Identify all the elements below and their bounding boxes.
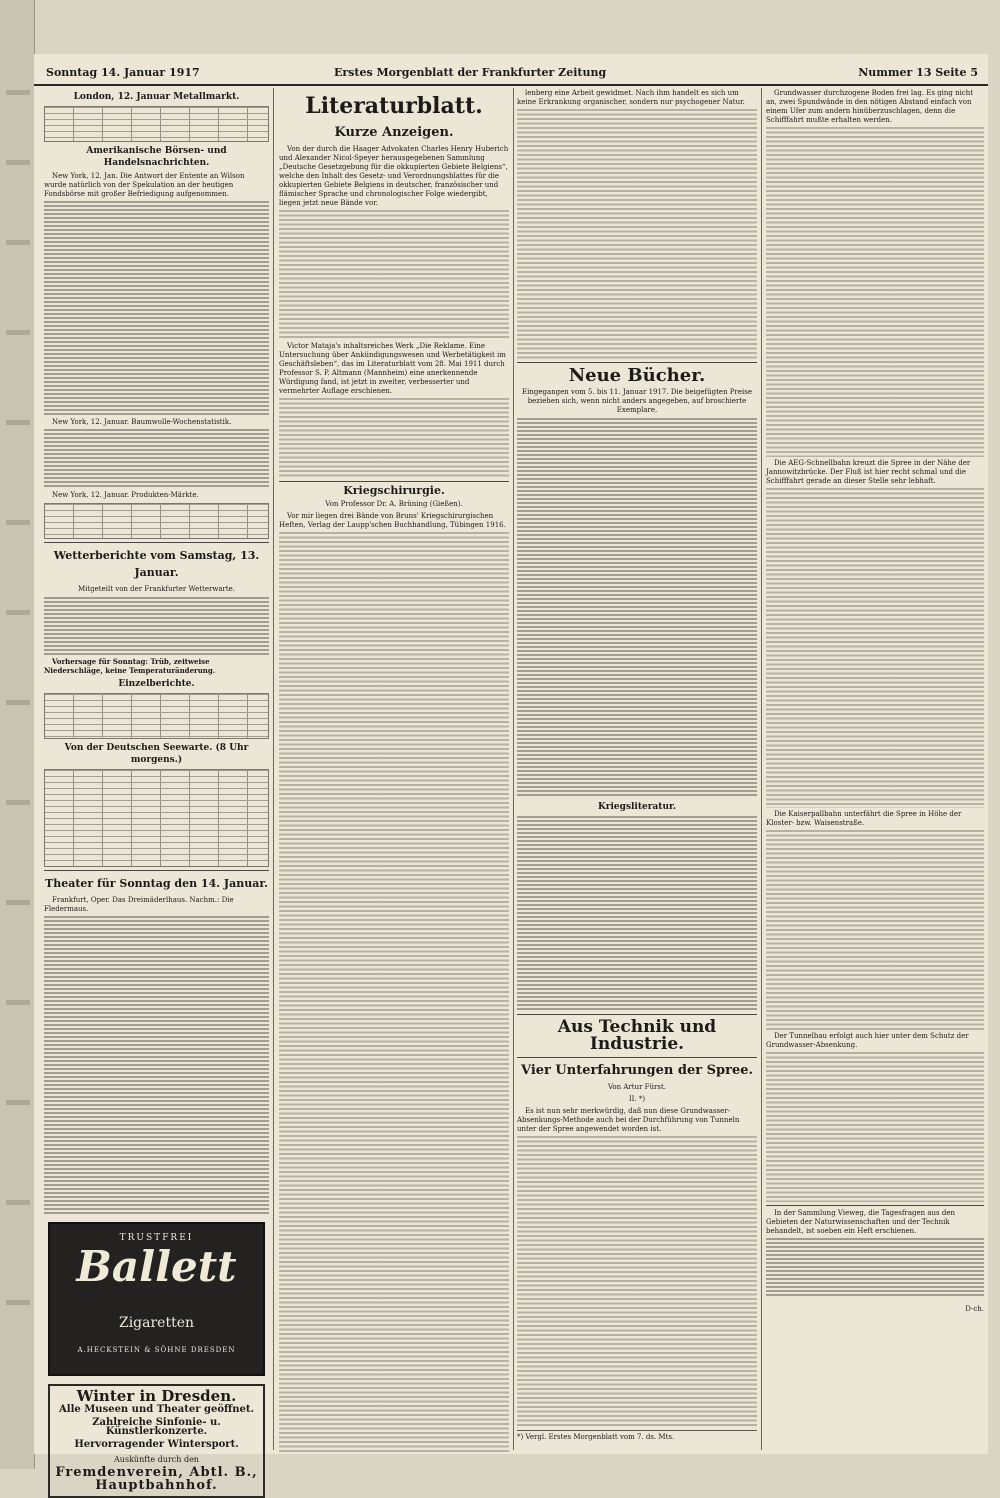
literaturblatt-title: Literaturblatt. bbox=[305, 93, 483, 119]
divider bbox=[766, 1205, 984, 1206]
spree-para: Der Tunnelbau erfolgt auch hier unter dem Schutz der Grundwasser-Absenkung. bbox=[766, 1032, 969, 1049]
dresden-ad-line: Hauptbahnhof. bbox=[95, 1478, 218, 1493]
vieweg-notice: In der Sammlung Vieweg, die Tagesfragen aus den Gebieten der Naturwissenschaften und der Technik behandelt, ist soeben ein Heft erschienen. bbox=[766, 1209, 955, 1235]
continued-text: lenberg eine Arbeit gewidmet. Nach ihm handelt es sich um keine Erkrankung organischer, sondern nur psychogener Natur. bbox=[517, 89, 745, 106]
neue-buecher-subheading: Eingegangen vom 5. bis 11. Januar 1917. Die beigefügten Preise beziehen sich, wenn nicht anders angegeben, auf broschierte Exemplare. bbox=[522, 388, 752, 414]
spree-continued: Grundwasser durchzogene Boden frei lag. Es ging nicht an, zwei Spundwände in den nötigen Abstand einfach von einem Ufer zum andern hinüberzuschlagen, denn die Schifffahrt mußte erhalten werden. bbox=[766, 89, 974, 124]
weather-heading: Wetterberichte vom Samstag, 13. Januar. bbox=[53, 549, 260, 579]
ballett-cigarette-ad bbox=[48, 1222, 265, 1376]
masthead bbox=[34, 60, 988, 86]
column-rule bbox=[513, 88, 514, 1450]
technik-heading: Aus Technik und Industrie. bbox=[557, 1017, 717, 1054]
kurze-anzeigen-heading: Kurze Anzeigen. bbox=[334, 125, 454, 140]
winter-dresden-ad bbox=[48, 1384, 265, 1498]
theater-lead: Frankfurt, Oper. Das Dreimäderlhaus. Nachm.: Die Fledermaus. bbox=[44, 896, 234, 913]
spree-body-text bbox=[766, 830, 984, 1030]
einzel-heading: Einzelberichte. bbox=[118, 679, 195, 689]
newyork-cotton: New York, 12. Januar. Baumwolle-Wochenstatistik. bbox=[52, 418, 232, 426]
dresden-ad-line: Auskünfte durch den bbox=[114, 1455, 199, 1464]
binding-gutter bbox=[0, 0, 35, 1469]
divider bbox=[517, 1057, 757, 1058]
kriegschirurgie-lead: Vor mir liegen drei Bände von Bruns' Kriegschirurgischen Heften, Verlag der Laupp'schen Buchhandlung, Tübingen 1916. bbox=[279, 512, 506, 529]
kriegschirurgie-body-text bbox=[279, 532, 509, 1452]
kriegschirurgie-heading: Kriegschirurgie. bbox=[343, 484, 445, 497]
weather-body-text bbox=[44, 597, 269, 655]
divider bbox=[279, 481, 509, 482]
column-books bbox=[517, 88, 757, 1450]
london-metal-table bbox=[44, 106, 269, 142]
dresden-ad-line: Hervorragender Wintersport. bbox=[74, 1439, 239, 1450]
weather-forecast: Vorhersage für Sonntag: Trüb, zeitweise Niederschläge, keine Temperaturänderung. bbox=[44, 657, 216, 675]
kriegschirurgie-author: Von Professor Dr. A. Brüning (Gießen). bbox=[325, 500, 463, 508]
newyork-body-text bbox=[44, 201, 269, 416]
spree-para: Die Kaiserpallbahn unterfährt die Spree in Höhe der Kloster- bzw. Waisenstraße. bbox=[766, 810, 962, 827]
seewarte-heading: Von der Deutschen Seewarte. (8 Uhr morgens.) bbox=[64, 743, 249, 765]
cotton-body-text bbox=[44, 429, 269, 489]
literature-body-text bbox=[279, 398, 509, 478]
dresden-ad-title: Winter in Dresden. bbox=[76, 1387, 237, 1405]
newyork-lead: New York, 12. Jan. Die Antwort der Entente an Wilson wurde natürlich von der Spekulation an der heutigen Fondsbörse mit großer Befriedigung aufgenommen. bbox=[44, 172, 245, 198]
masthead-edition: Erstes Morgenblatt der Frankfurter Zeitung bbox=[334, 66, 607, 79]
kriegsliteratur-heading: Kriegsliteratur. bbox=[597, 802, 677, 812]
book-list-text bbox=[517, 418, 757, 798]
spree-lead: Es ist nun sehr merkwürdig, daß nun diese Grundwasser-Absenkungs-Methode auch bei der Durchführung von Tunneln unter der Spree angewendet worden ist. bbox=[517, 1107, 740, 1133]
neue-buecher-heading: Neue Bücher. bbox=[568, 365, 706, 386]
column-literature bbox=[279, 88, 509, 1450]
produce-table bbox=[44, 503, 269, 539]
divider bbox=[517, 1014, 757, 1015]
dresden-ad-line: Fremdenverein, Abtl. B., bbox=[55, 1465, 258, 1480]
theater-listing-text bbox=[44, 916, 269, 1216]
ad-maker: A.HECKSTEIN & SÖHNE DRESDEN bbox=[77, 1346, 236, 1354]
american-markets-heading: Amerikanische Börsen- und Handelsnachrichten. bbox=[86, 146, 227, 168]
ad-trustfrei: TRUSTFREI bbox=[119, 1233, 194, 1243]
theater-heading: Theater für Sonntag den 14. Januar. bbox=[45, 877, 268, 890]
spree-footnote: *) Vergl. Erstes Morgenblatt vom 7. ds. Mts. bbox=[517, 1430, 757, 1442]
author-signature: D-ch. bbox=[965, 1305, 984, 1313]
divider bbox=[44, 542, 269, 543]
newyork-produce: New York, 12. Januar. Produkten-Märkte. bbox=[52, 491, 199, 499]
spree-heading: Vier Unterfahrungen der Spree. bbox=[520, 1063, 754, 1078]
divider bbox=[44, 870, 269, 871]
masthead-date: Sonntag 14. Januar 1917 bbox=[46, 66, 200, 79]
literature-para: Von der durch die Haager Advokaten Charles Henry Huberich und Alexander Nicol-Speyer herausgegebenen Sammlung „Deutsche Gesetzgebung für die okkupierten Gebiete Belgiens“, welche den Inhalt des Gesetz- und Verordnungsblattes für die okkupierten Gebiete Belgiens in deutscher, französischer und flämischer Sprache und chronologischer Folge wiedergibt, liegen jetzt neue Bände vor. bbox=[279, 145, 509, 207]
literature-body-text bbox=[279, 210, 509, 340]
weather-subheading: Mitgeteilt von der Frankfurter Wetterwarte. bbox=[77, 585, 236, 593]
spree-part: II. *) bbox=[628, 1095, 646, 1103]
einzel-table bbox=[44, 693, 269, 739]
masthead-issue: Nummer 13 Seite 5 bbox=[858, 66, 978, 79]
spree-author: Von Artur Fürst. bbox=[608, 1083, 666, 1091]
war-literature-list bbox=[517, 816, 757, 1011]
ad-product: Zigaretten bbox=[118, 1315, 195, 1331]
column-technik bbox=[766, 88, 984, 1450]
column-rule bbox=[273, 88, 274, 1450]
vieweg-body-text bbox=[766, 1238, 984, 1298]
dresden-ad-line: Alle Museen und Theater geöffnet. bbox=[59, 1404, 254, 1415]
ad-brand: Ballett bbox=[76, 1242, 237, 1291]
spree-body-text bbox=[517, 1136, 757, 1426]
literature-para: Victor Mataja's inhaltsreiches Werk „Die Reklame. Eine Untersuchung über Ankündigungswesen und Werbetätigkeit im Geschäftsleben“, das im Literaturblatt vom 28. Mai 1911 durch Professor S. P. Altmann (Mannheim) eine anerkennende Würdigung fand, ist jetzt in zweiter, verbesserter und vermehrter Auflage erschienen. bbox=[279, 342, 506, 395]
spree-body-text bbox=[766, 127, 984, 457]
divider bbox=[517, 362, 757, 363]
spree-body-text bbox=[766, 488, 984, 808]
column-finance bbox=[44, 88, 269, 1493]
spree-body-text bbox=[766, 1052, 984, 1202]
continued-body-text bbox=[517, 109, 757, 359]
seewarte-table bbox=[44, 769, 269, 867]
dresden-ad-line: Zahlreiche Sinfonie- u. Künstlerkonzerte. bbox=[92, 1417, 221, 1437]
spree-para: Die AEG-Schnellbahn kreuzt die Spree in der Nähe der Jannowitzbrücke. Der Fluß ist hier recht schmal und die Schifffahrt gerade an dieser Stelle sehr lebhaft. bbox=[766, 459, 971, 485]
london-metal-heading: London, 12. Januar Metallmarkt. bbox=[73, 92, 240, 102]
newspaper-page bbox=[34, 54, 988, 1493]
column-rule bbox=[761, 88, 762, 1450]
